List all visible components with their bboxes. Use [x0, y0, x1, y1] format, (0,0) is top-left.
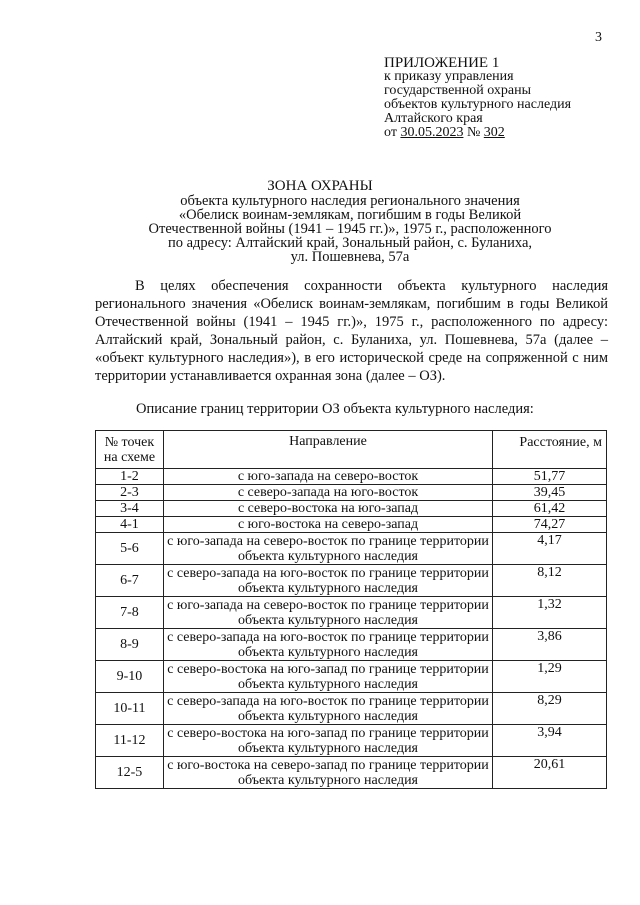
table-row — [96, 725, 607, 757]
cell-distance: 61,42 — [493, 501, 607, 517]
order-number: 302 — [483, 125, 505, 140]
table-row — [96, 693, 607, 725]
cell-direction: с юго-востока на северо-запад по границе территории объекта культурного наследия — [163, 757, 492, 789]
cell-points: 1-2 — [96, 469, 164, 485]
appendix-line: Алтайского края — [384, 111, 483, 126]
cell-distance: 8,29 — [493, 693, 607, 725]
page-number: 3 — [595, 30, 602, 45]
cell-direction: с юго-востока на северо-запад — [163, 517, 492, 533]
appendix-title: ПРИЛОЖЕНИЕ 1 — [384, 55, 500, 71]
cell-direction: с северо-запада на юго-восток по границе территории объекта культурного наследия — [163, 565, 492, 597]
boundaries-table — [95, 430, 607, 789]
table-row — [96, 597, 607, 629]
cell-direction: с северо-востока на юго-запад по границе территории объекта культурного наследия — [163, 725, 492, 757]
header-direction: Направление — [163, 431, 492, 469]
date-prefix: от — [384, 125, 401, 140]
intro-paragraph — [95, 277, 608, 385]
cell-direction: с северо-запада на юго-восток — [163, 485, 492, 501]
cell-distance: 51,77 — [493, 469, 607, 485]
table-row — [96, 565, 607, 597]
cell-distance: 3,94 — [493, 725, 607, 757]
cell-direction: с северо-запада на юго-восток по границе территории объекта культурного наследия — [163, 693, 492, 725]
table-row — [96, 629, 607, 661]
appendix-line: государственной охраны — [384, 83, 532, 98]
cell-points: 11-12 — [96, 725, 164, 757]
appendix-line: к приказу управления — [384, 69, 514, 84]
table-caption: Описание границ территории ОЗ объекта культурного наследия: — [136, 401, 534, 417]
document-title: ЗОНА ОХРАНЫ — [267, 178, 373, 194]
heading-line: «Обелиск воинам-землякам, погибшим в годы Великой — [178, 207, 522, 223]
appendix-block — [384, 56, 571, 140]
cell-distance: 8,12 — [493, 565, 607, 597]
cell-distance: 4,17 — [493, 533, 607, 565]
cell-points: 3-4 — [96, 501, 164, 517]
table-row — [96, 485, 607, 501]
cell-points: 9-10 — [96, 661, 164, 693]
table-row — [96, 501, 607, 517]
cell-distance: 39,45 — [493, 485, 607, 501]
cell-distance: 1,29 — [493, 661, 607, 693]
cell-direction: с северо-запада на юго-восток по границе территории объекта культурного наследия — [163, 629, 492, 661]
cell-points: 8-9 — [96, 629, 164, 661]
header-distance: Расстояние, м — [493, 431, 607, 469]
cell-distance: 1,32 — [493, 597, 607, 629]
appendix-line: объектов культурного наследия — [384, 97, 572, 112]
cell-distance: 3,86 — [493, 629, 607, 661]
appendix-date-line — [384, 126, 571, 140]
cell-direction: с северо-востока на юго-запад по границе территории объекта культурного наследия — [163, 661, 492, 693]
table-row — [96, 469, 607, 485]
cell-points: 10-11 — [96, 693, 164, 725]
heading-line: ул. Пошевнева, 57а — [290, 249, 410, 265]
header-points: № точек на схеме — [96, 431, 164, 469]
cell-direction: с юго-запада на северо-восток по границе территории объекта культурного наследия — [163, 597, 492, 629]
cell-distance: 20,61 — [493, 757, 607, 789]
cell-points: 2-3 — [96, 485, 164, 501]
document-heading — [0, 179, 640, 264]
cell-points: 5-6 — [96, 533, 164, 565]
cell-direction: с северо-востока на юго-запад — [163, 501, 492, 517]
table-row — [96, 533, 607, 565]
heading-line: по адресу: Алтайский край, Зональный район, с. Буланиха, — [167, 235, 533, 251]
number-prefix: № — [463, 125, 484, 140]
cell-points: 4-1 — [96, 517, 164, 533]
intro-text: В целях обеспечения сохранности объекта культурного наследия регионального значения «Обелиск воинам-землякам, погибшим в годы Великой Отечественной войны (1941 – 1945 гг.)», 1975 г., расположенного по адресу: Алтайский край, Зональный район, с. Буланиха, ул. Пошевнева, 57а (далее – «объект культурного наследия»), в его исторической среде на сопряженной с ним территории устанавливается охранная зона (далее – ОЗ). — [95, 278, 608, 384]
table-row — [96, 757, 607, 789]
table-row — [96, 517, 607, 533]
cell-points: 12-5 — [96, 757, 164, 789]
heading-line: Отечественной войны (1941 – 1945 гг.)», 1975 г., расположенного — [148, 221, 552, 237]
table-header-row — [96, 431, 607, 469]
table-body — [96, 469, 607, 789]
order-date: 30.05.2023 — [400, 125, 464, 140]
cell-direction: с юго-запада на северо-восток — [163, 469, 492, 485]
cell-points: 6-7 — [96, 565, 164, 597]
cell-distance: 74,27 — [493, 517, 607, 533]
cell-direction: с юго-запада на северо-восток по границе территории объекта культурного наследия — [163, 533, 492, 565]
heading-line: объекта культурного наследия регионального значения — [180, 193, 520, 209]
cell-points: 7-8 — [96, 597, 164, 629]
table-row — [96, 661, 607, 693]
